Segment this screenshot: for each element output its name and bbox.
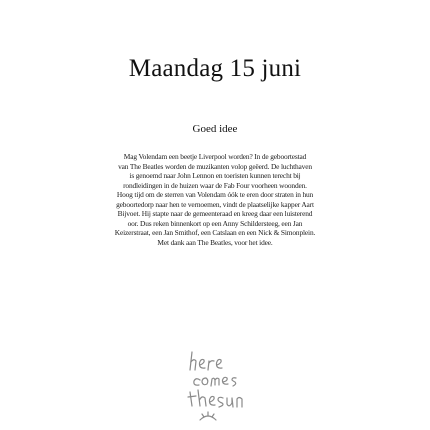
body-line: is genoemd naar John Lennon en toeristen kunnen terecht bij <box>129 171 301 180</box>
body-line: van The Beatles worden de muzikanten volop geëerd. De luchthaven <box>118 161 312 171</box>
here-comes-the-sun-logo <box>180 348 252 426</box>
body-line: geboortedorp naar hen te vernoemen, vindt de plaatselijke kapper Aart <box>116 199 314 209</box>
body-line: Hoog tijd om de sterren van Volendam óók te eren door straten in hun <box>116 190 314 199</box>
date-title: Maandag 15 juni <box>128 55 302 82</box>
body-line: Keizerstraat, een Jan Smithof, een Catslaan en een Nick & Simonplein. <box>114 228 316 237</box>
body-line: oor. Dus reken binnenkort op een Anny Schildersteeg, een Jan <box>127 218 303 228</box>
body-line: Mag Volendam een beetje Liverpool worden? In de geboortestad <box>123 152 307 161</box>
body-paragraph <box>52 152 378 247</box>
body-line: Met dank aan The Beatles, voor het idee. <box>157 237 273 247</box>
body-line: Bijvoet. Hij stapte naar de gemeenteraad en kreeg daar een luisterend <box>117 209 313 218</box>
section-title: Goed idee <box>192 123 238 135</box>
body-line: rondleidingen in de huizen waar de Fab Four voorheen woonden. <box>123 180 307 190</box>
